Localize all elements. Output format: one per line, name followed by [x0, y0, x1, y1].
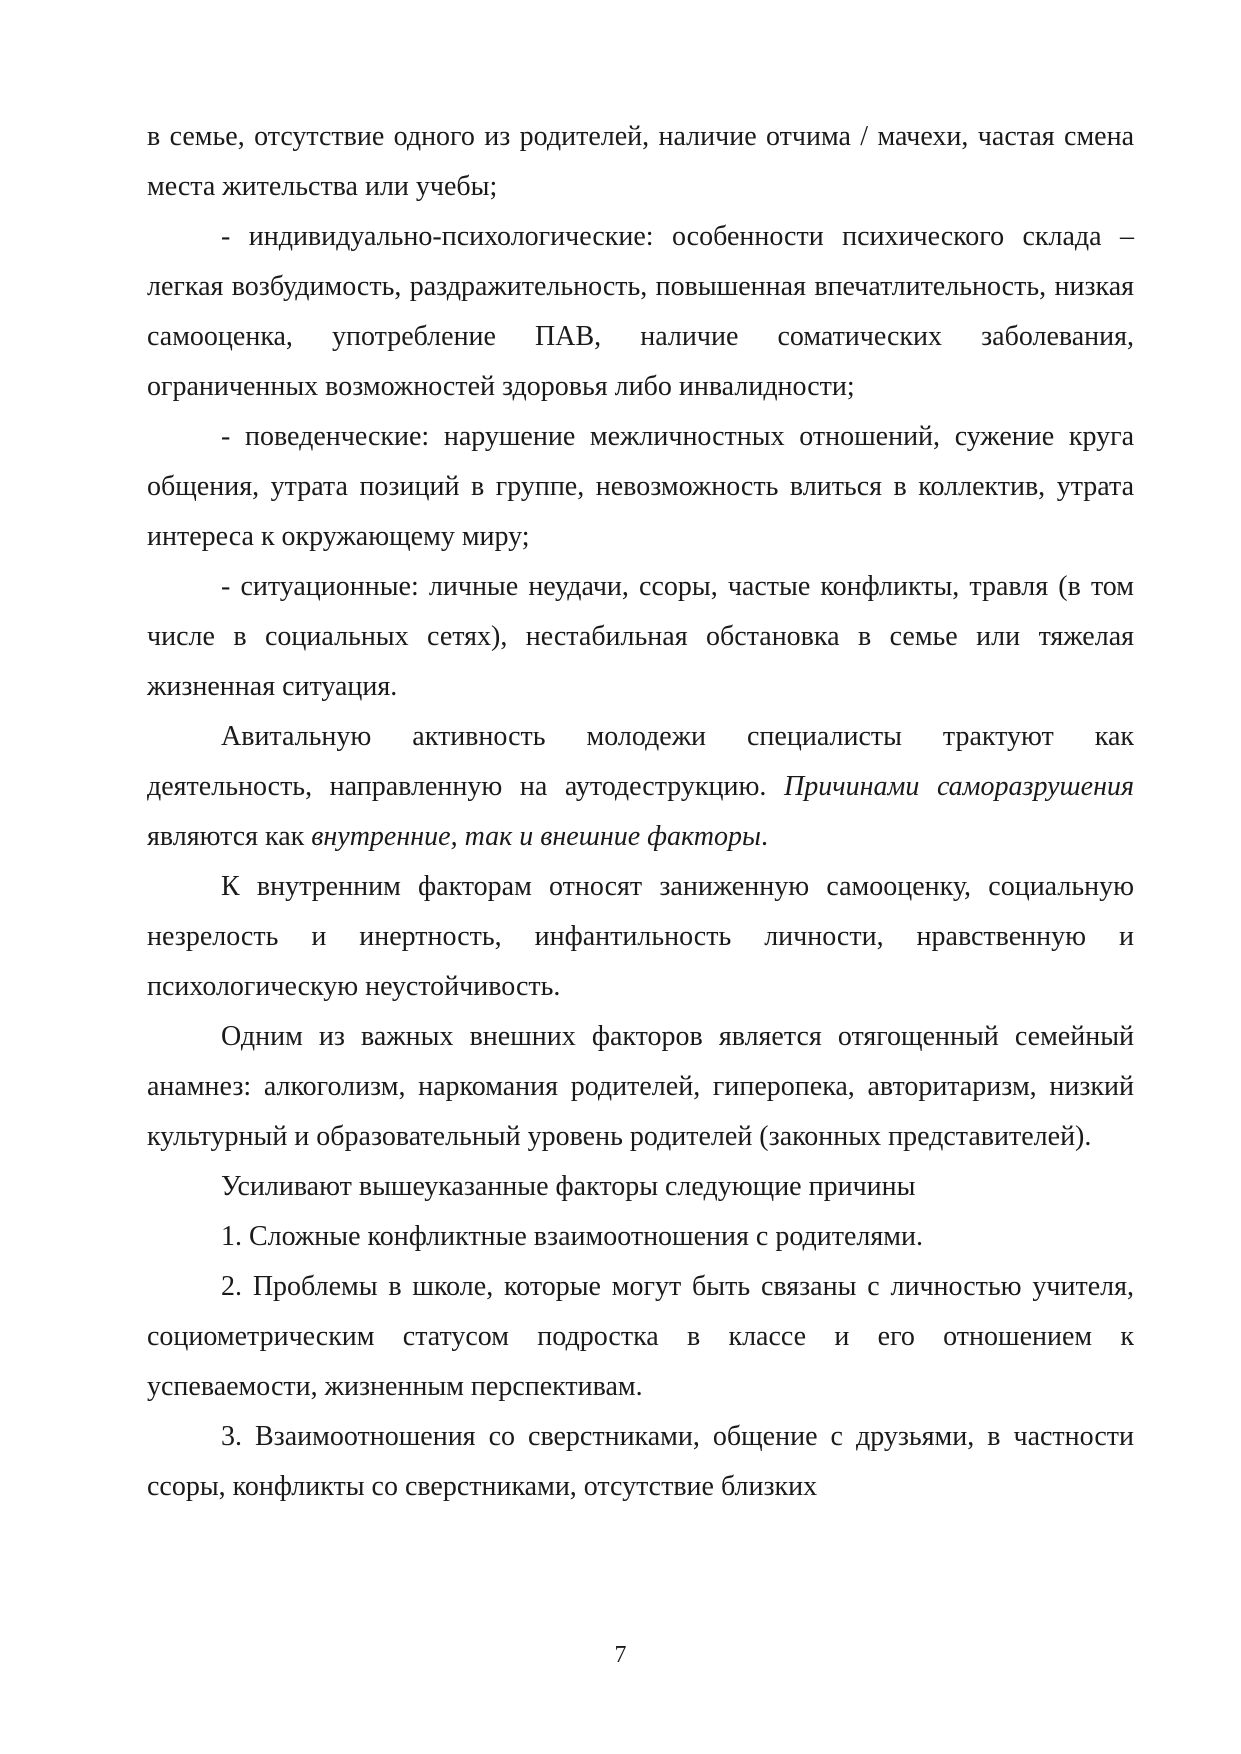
paragraph-behavioral: - поведенческие: нарушение межличностных отношений, сужение круга общения, утрата позиций в группе, невозможность влиться в коллектив, утрата интереса к окружающему миру; [147, 421, 1134, 552]
paragraph-individual-psychological: - индивидуально-психологические: особенности психического склада – легкая возбудимость, раздражительность, повышенная впечатлительность, низкая самооценка, употребление ПАВ, наличие соматических заболевания, ограниченных возможностей здоровья либо инвалидности; [147, 221, 1134, 402]
list-item-3: 3. Взаимоотношения со сверстниками, общение с друзьями, в частности ссоры, конфликты со сверстниками, отсутствие близких [147, 1421, 1134, 1502]
paragraph-situational: - ситуационные: личные неудачи, ссоры, частые конфликты, травля (в том числе в социальных сетях), нестабильная обстановка в семье или тяжелая жизненная ситуация. [147, 571, 1134, 702]
page-number: 7 [614, 1642, 627, 1668]
avital-italic-causes: Причинами саморазрушения [784, 771, 1134, 802]
page-body [147, 112, 1134, 1512]
list-item-2: 2. Проблемы в школе, которые могут быть связаны с личностью учителя, социометрическим статусом подростка в классе и его отношением к успеваемости, жизненным перспективам. [147, 1271, 1134, 1402]
paragraph-avital-activity [147, 712, 1134, 862]
paragraph-internal-factors: К внутренним факторам относят заниженную самооценку, социальную незрелость и инертность, инфантильность личности, нравственную и психологическую неустойчивость. [147, 871, 1134, 1002]
paragraph-continuation: в семье, отсутствие одного из родителей, наличие отчима / мачехи, частая смена места жительства или учебы; [147, 121, 1134, 202]
avital-text-part1: Авитальную активность молодежи специалисты трактуют как деятельность, направленную на аутодеструкцию. [147, 721, 1134, 802]
paragraph-external-factors: Одним из важных внешних факторов является отягощенный семейный анамнез: алкоголизм, наркомания родителей, гиперопека, авторитаризм, низкий культурный и образовательный уровень родителей (законных представителей). [147, 1021, 1134, 1152]
paragraph-intensifying-causes: Усиливают вышеуказанные факторы следующие причины [221, 1171, 916, 1202]
avital-text-part3: . [760, 821, 768, 852]
avital-text-part2: являются как [147, 821, 312, 852]
list-item-1: 1. Сложные конфликтные взаимоотношения с родителями. [221, 1221, 923, 1252]
avital-italic-factors: внутренние, так и внешние факторы [311, 821, 761, 852]
